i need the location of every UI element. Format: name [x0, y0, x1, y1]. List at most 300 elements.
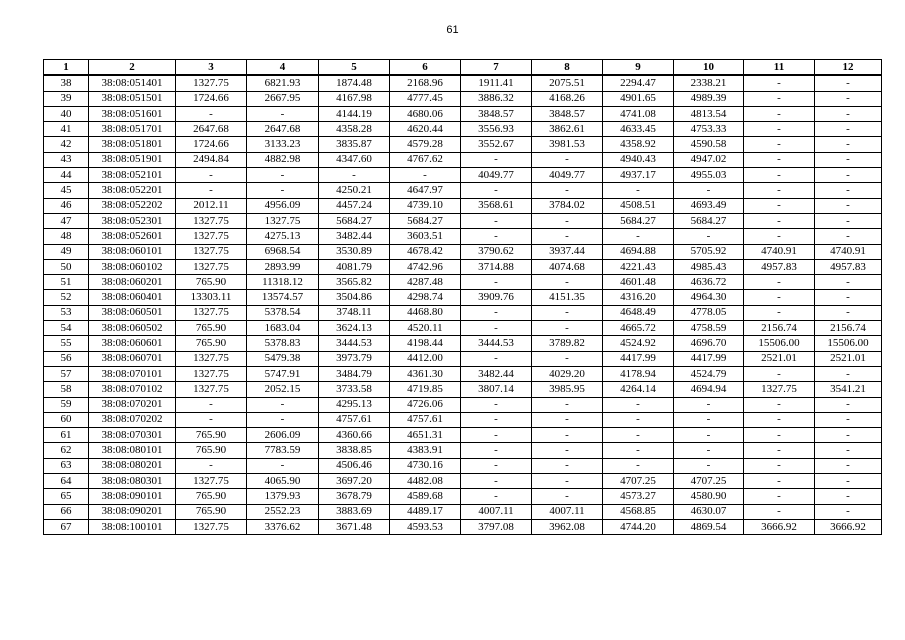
table-cell: 38:08:052101 [89, 168, 176, 183]
table-cell: 65 [44, 489, 89, 504]
table-row [44, 474, 882, 489]
table-cell: 38:08:080201 [89, 458, 176, 473]
table-cell: 38:08:070301 [89, 428, 176, 443]
table-row [44, 428, 882, 443]
column-header: 3 [176, 60, 247, 76]
table-cell: 4065.90 [247, 474, 319, 489]
table-cell: - [532, 213, 603, 228]
table-header [44, 60, 882, 76]
data-table [43, 59, 882, 535]
table-cell: 4648.49 [603, 305, 674, 320]
table-row [44, 91, 882, 106]
table-cell: - [532, 183, 603, 198]
table-cell: - [815, 474, 882, 489]
table-row [44, 152, 882, 167]
column-header: 11 [744, 60, 815, 76]
table-cell: - [461, 213, 532, 228]
table-cell: 3790.62 [461, 244, 532, 259]
table-cell: 61 [44, 428, 89, 443]
table-cell: - [532, 275, 603, 290]
table-cell: 15506.00 [744, 336, 815, 351]
table-cell: - [461, 321, 532, 336]
table-cell: 4947.02 [674, 152, 744, 167]
table-cell: 59 [44, 397, 89, 412]
table-cell: 3530.89 [319, 244, 390, 259]
table-cell: 3504.86 [319, 290, 390, 305]
table-cell: 4753.33 [674, 122, 744, 137]
table-cell: 4989.39 [674, 91, 744, 106]
page-number: 61 [446, 24, 459, 36]
table-cell: - [815, 137, 882, 152]
table-cell: 2667.95 [247, 91, 319, 106]
table-row [44, 458, 882, 473]
table-cell: 38:08:051401 [89, 75, 176, 91]
table-cell: 38:08:090201 [89, 504, 176, 519]
table-cell: 3789.82 [532, 336, 603, 351]
table-cell: 4937.17 [603, 168, 674, 183]
table-cell: - [815, 458, 882, 473]
table-cell: 3962.08 [532, 519, 603, 534]
table-cell: 4647.97 [390, 183, 461, 198]
table-cell: 4740.91 [744, 244, 815, 259]
table-cell: 38:08:051901 [89, 152, 176, 167]
table-cell: 6821.93 [247, 75, 319, 91]
table-cell: - [744, 428, 815, 443]
table-cell: 1724.66 [176, 91, 247, 106]
table-cell: 3376.62 [247, 519, 319, 534]
table-cell: 4347.60 [319, 152, 390, 167]
table-cell: 47 [44, 213, 89, 228]
table-cell: - [744, 106, 815, 121]
table-cell: 4882.98 [247, 152, 319, 167]
table-cell: 1874.48 [319, 75, 390, 91]
table-cell: - [744, 366, 815, 381]
column-header: 8 [532, 60, 603, 76]
table-cell: 4901.65 [603, 91, 674, 106]
table-cell: - [744, 305, 815, 320]
table-cell: - [532, 458, 603, 473]
table-cell: - [247, 183, 319, 198]
table-cell: 4316.20 [603, 290, 674, 305]
table-cell: 1327.75 [247, 213, 319, 228]
table-cell: 4777.45 [390, 91, 461, 106]
table-cell: 4412.00 [390, 351, 461, 366]
table-cell: - [815, 122, 882, 137]
table-cell: 3748.11 [319, 305, 390, 320]
table-cell: - [532, 321, 603, 336]
table-cell: 38:08:051701 [89, 122, 176, 137]
table-cell: 3714.88 [461, 259, 532, 274]
table-cell: 38:08:060102 [89, 259, 176, 274]
table-row [44, 351, 882, 366]
table-cell: 39 [44, 91, 89, 106]
table-cell: - [532, 397, 603, 412]
table-cell: 5684.27 [319, 213, 390, 228]
table-cell: 4739.10 [390, 198, 461, 213]
table-cell: 4520.11 [390, 321, 461, 336]
table-cell: - [603, 443, 674, 458]
table-cell: 4726.06 [390, 397, 461, 412]
table-cell: 3883.69 [319, 504, 390, 519]
table-cell: 4178.94 [603, 366, 674, 381]
table-row [44, 106, 882, 121]
table-cell: - [815, 397, 882, 412]
table-cell: 38:08:052301 [89, 213, 176, 228]
table-cell: 4744.20 [603, 519, 674, 534]
table-cell: - [674, 458, 744, 473]
table-cell: 4007.11 [532, 504, 603, 519]
table-row [44, 275, 882, 290]
table-cell: 2494.84 [176, 152, 247, 167]
table-cell: 3552.67 [461, 137, 532, 152]
table-cell: - [744, 229, 815, 244]
table-cell: 63 [44, 458, 89, 473]
table-cell: 3848.57 [461, 106, 532, 121]
table-cell: 3133.23 [247, 137, 319, 152]
table-row [44, 366, 882, 381]
table-cell: 38:08:060701 [89, 351, 176, 366]
table-cell: 7783.59 [247, 443, 319, 458]
table-cell: 2647.68 [247, 122, 319, 137]
table-cell: 4568.85 [603, 504, 674, 519]
table-cell: 55 [44, 336, 89, 351]
table-cell: 1327.75 [176, 474, 247, 489]
table-cell: 1327.75 [176, 519, 247, 534]
table-cell: 4651.31 [390, 428, 461, 443]
table-cell: 4593.53 [390, 519, 461, 534]
table-cell: - [815, 275, 882, 290]
table-cell: - [247, 458, 319, 473]
table-cell: - [603, 412, 674, 427]
table-cell: - [674, 428, 744, 443]
table-cell: 4358.92 [603, 137, 674, 152]
table-cell: 50 [44, 259, 89, 274]
table-cell: 4693.49 [674, 198, 744, 213]
table-cell: 60 [44, 412, 89, 427]
table-row [44, 382, 882, 397]
table-cell: 4287.48 [390, 275, 461, 290]
table-cell: - [744, 458, 815, 473]
table-cell: 53 [44, 305, 89, 320]
table-cell: - [744, 397, 815, 412]
table-cell: - [744, 504, 815, 519]
table-cell: - [319, 168, 390, 183]
table-cell: 3444.53 [319, 336, 390, 351]
table-row [44, 137, 882, 152]
table-cell: - [461, 397, 532, 412]
table-cell: 5378.54 [247, 305, 319, 320]
table-cell: 15506.00 [815, 336, 882, 351]
table-cell: 3568.61 [461, 198, 532, 213]
table-cell: 765.90 [176, 443, 247, 458]
table-cell: 6968.54 [247, 244, 319, 259]
table-cell: - [815, 106, 882, 121]
table-cell: - [461, 351, 532, 366]
table-cell: 38 [44, 75, 89, 91]
table-cell: 4767.62 [390, 152, 461, 167]
table-cell: 4730.16 [390, 458, 461, 473]
table-cell: 4524.79 [674, 366, 744, 381]
table-cell: 13303.11 [176, 290, 247, 305]
table-row [44, 183, 882, 198]
table-cell: 38:08:060502 [89, 321, 176, 336]
table-cell: 3807.14 [461, 382, 532, 397]
table-cell: - [603, 183, 674, 198]
table-cell: - [674, 443, 744, 458]
table-cell: - [744, 474, 815, 489]
table-cell: 4589.68 [390, 489, 461, 504]
table-cell: 765.90 [176, 336, 247, 351]
table-row [44, 305, 882, 320]
table-cell: 4007.11 [461, 504, 532, 519]
table-cell: - [176, 183, 247, 198]
column-header: 4 [247, 60, 319, 76]
table-cell: 4295.13 [319, 397, 390, 412]
table-cell: 2338.21 [674, 75, 744, 91]
table-cell: 38:08:060501 [89, 305, 176, 320]
column-header: 1 [44, 60, 89, 76]
table-cell: 45 [44, 183, 89, 198]
table-cell: 4506.46 [319, 458, 390, 473]
table-cell: 4221.43 [603, 259, 674, 274]
table-cell: 4275.13 [247, 229, 319, 244]
table-cell: 2156.74 [744, 321, 815, 336]
table-cell: - [815, 305, 882, 320]
table-cell: 49 [44, 244, 89, 259]
table-cell: 4198.44 [390, 336, 461, 351]
table-cell: 4707.25 [674, 474, 744, 489]
table-cell: 4250.21 [319, 183, 390, 198]
table-cell: - [815, 168, 882, 183]
table-cell: - [532, 229, 603, 244]
table-cell: 4417.99 [603, 351, 674, 366]
table-cell: - [815, 152, 882, 167]
table-cell: 2168.96 [390, 75, 461, 91]
table-cell: - [815, 91, 882, 106]
table-body [44, 75, 882, 534]
table-cell: 4049.77 [532, 168, 603, 183]
table-cell: 4601.48 [603, 275, 674, 290]
table-cell: 4482.08 [390, 474, 461, 489]
table-cell: 1327.75 [176, 366, 247, 381]
table-cell: - [176, 412, 247, 427]
table-cell: - [815, 428, 882, 443]
table-cell: - [532, 474, 603, 489]
table-cell: 38:08:080301 [89, 474, 176, 489]
table-cell: 4168.26 [532, 91, 603, 106]
table-cell: 4167.98 [319, 91, 390, 106]
table-cell: 3838.85 [319, 443, 390, 458]
table-cell: 4758.59 [674, 321, 744, 336]
table-cell: - [744, 137, 815, 152]
table-cell: 48 [44, 229, 89, 244]
table-cell: 1724.66 [176, 137, 247, 152]
table-cell: 38:08:052201 [89, 183, 176, 198]
table-cell: 765.90 [176, 275, 247, 290]
table-cell: - [744, 168, 815, 183]
table-cell: - [247, 397, 319, 412]
table-row [44, 213, 882, 228]
table-cell: 4957.83 [744, 259, 815, 274]
table-cell: 38:08:070102 [89, 382, 176, 397]
table-cell: 3848.57 [532, 106, 603, 121]
table-cell: 4778.05 [674, 305, 744, 320]
table-cell: 3482.44 [319, 229, 390, 244]
table-cell: 4985.43 [674, 259, 744, 274]
table-cell: 4694.88 [603, 244, 674, 259]
table-cell: - [461, 474, 532, 489]
table-cell: - [744, 412, 815, 427]
table-cell: 3678.79 [319, 489, 390, 504]
table-cell: - [744, 443, 815, 458]
table-row [44, 244, 882, 259]
table-row [44, 198, 882, 213]
table-cell: - [744, 489, 815, 504]
table-cell: - [461, 412, 532, 427]
table-cell: 4590.58 [674, 137, 744, 152]
table-cell: 2156.74 [815, 321, 882, 336]
table-cell: 3671.48 [319, 519, 390, 534]
table-cell: 3603.51 [390, 229, 461, 244]
table-cell: 13574.57 [247, 290, 319, 305]
table-cell: 3937.44 [532, 244, 603, 259]
table-cell: 4361.30 [390, 366, 461, 381]
table-cell: - [247, 412, 319, 427]
table-cell: - [674, 397, 744, 412]
table-row [44, 489, 882, 504]
table-cell: 5479.38 [247, 351, 319, 366]
table-row [44, 504, 882, 519]
table-cell: 2552.23 [247, 504, 319, 519]
table-cell: 38:08:060201 [89, 275, 176, 290]
table-cell: 1327.75 [176, 382, 247, 397]
table-cell: 1327.75 [176, 305, 247, 320]
table-cell: 2521.01 [815, 351, 882, 366]
table-cell: - [674, 412, 744, 427]
table-cell: - [815, 443, 882, 458]
table-row [44, 290, 882, 305]
table-cell: 4869.54 [674, 519, 744, 534]
table-cell: 1379.93 [247, 489, 319, 504]
table-cell: 3985.95 [532, 382, 603, 397]
table-cell: 64 [44, 474, 89, 489]
table-cell: 3797.08 [461, 519, 532, 534]
table-row [44, 397, 882, 412]
table-cell: 4620.44 [390, 122, 461, 137]
table-cell: 38:08:070101 [89, 366, 176, 381]
table-cell: 2893.99 [247, 259, 319, 274]
table-cell: 4940.43 [603, 152, 674, 167]
column-header: 7 [461, 60, 532, 76]
table-cell: 4678.42 [390, 244, 461, 259]
table-cell: 52 [44, 290, 89, 305]
table-cell: - [815, 412, 882, 427]
table-cell: 3886.32 [461, 91, 532, 106]
table-cell: 4573.27 [603, 489, 674, 504]
table-cell: - [532, 443, 603, 458]
table-cell: 4417.99 [674, 351, 744, 366]
table-cell: 2294.47 [603, 75, 674, 91]
table-cell: 3565.82 [319, 275, 390, 290]
table-cell: 1327.75 [176, 351, 247, 366]
table-cell: - [744, 275, 815, 290]
table-cell: 44 [44, 168, 89, 183]
table-cell: 66 [44, 504, 89, 519]
table-cell: 3697.20 [319, 474, 390, 489]
table-cell: 4508.51 [603, 198, 674, 213]
table-cell: - [461, 229, 532, 244]
table-cell: 4955.03 [674, 168, 744, 183]
table-cell: 5747.91 [247, 366, 319, 381]
table-cell: - [532, 412, 603, 427]
table-cell: 2521.01 [744, 351, 815, 366]
table-cell: 38:08:060401 [89, 290, 176, 305]
table-row [44, 443, 882, 458]
table-cell: - [744, 198, 815, 213]
table-cell: - [176, 168, 247, 183]
table-cell: 3484.79 [319, 366, 390, 381]
table-cell: - [247, 106, 319, 121]
table-cell: 4696.70 [674, 336, 744, 351]
table-cell: 4719.85 [390, 382, 461, 397]
table-cell: 1327.75 [744, 382, 815, 397]
table-cell: - [461, 183, 532, 198]
table-cell: 4757.61 [390, 412, 461, 427]
table-cell: 5684.27 [603, 213, 674, 228]
table-cell: 11318.12 [247, 275, 319, 290]
table-cell: 4740.91 [815, 244, 882, 259]
table-cell: 38:08:070201 [89, 397, 176, 412]
table-row [44, 229, 882, 244]
table-cell: - [532, 351, 603, 366]
table-cell: 4707.25 [603, 474, 674, 489]
table-cell: 5378.83 [247, 336, 319, 351]
column-header: 12 [815, 60, 882, 76]
table-cell: 5705.92 [674, 244, 744, 259]
table-cell: - [461, 458, 532, 473]
table-cell: - [744, 290, 815, 305]
table-cell: 2647.68 [176, 122, 247, 137]
column-header: 6 [390, 60, 461, 76]
table-cell: 4489.17 [390, 504, 461, 519]
table-cell: 38:08:060601 [89, 336, 176, 351]
table-cell: 3733.58 [319, 382, 390, 397]
table-cell: - [461, 305, 532, 320]
table-cell: - [815, 229, 882, 244]
column-header: 2 [89, 60, 176, 76]
table-cell: 1683.04 [247, 321, 319, 336]
table-cell: - [815, 489, 882, 504]
table-cell: - [176, 397, 247, 412]
table-cell: - [744, 152, 815, 167]
table-cell: - [674, 183, 744, 198]
table-cell: 4360.66 [319, 428, 390, 443]
table-cell: 4636.72 [674, 275, 744, 290]
table-cell: - [815, 213, 882, 228]
table-cell: - [815, 366, 882, 381]
table-cell: - [744, 183, 815, 198]
table-cell: 4680.06 [390, 106, 461, 121]
table-cell: 57 [44, 366, 89, 381]
table-cell: 3482.44 [461, 366, 532, 381]
table-cell: - [532, 152, 603, 167]
table-cell: - [674, 229, 744, 244]
table-cell: 4742.96 [390, 259, 461, 274]
table-cell: - [461, 443, 532, 458]
table-cell: - [744, 213, 815, 228]
table-cell: 1327.75 [176, 75, 247, 91]
table-cell: - [461, 428, 532, 443]
